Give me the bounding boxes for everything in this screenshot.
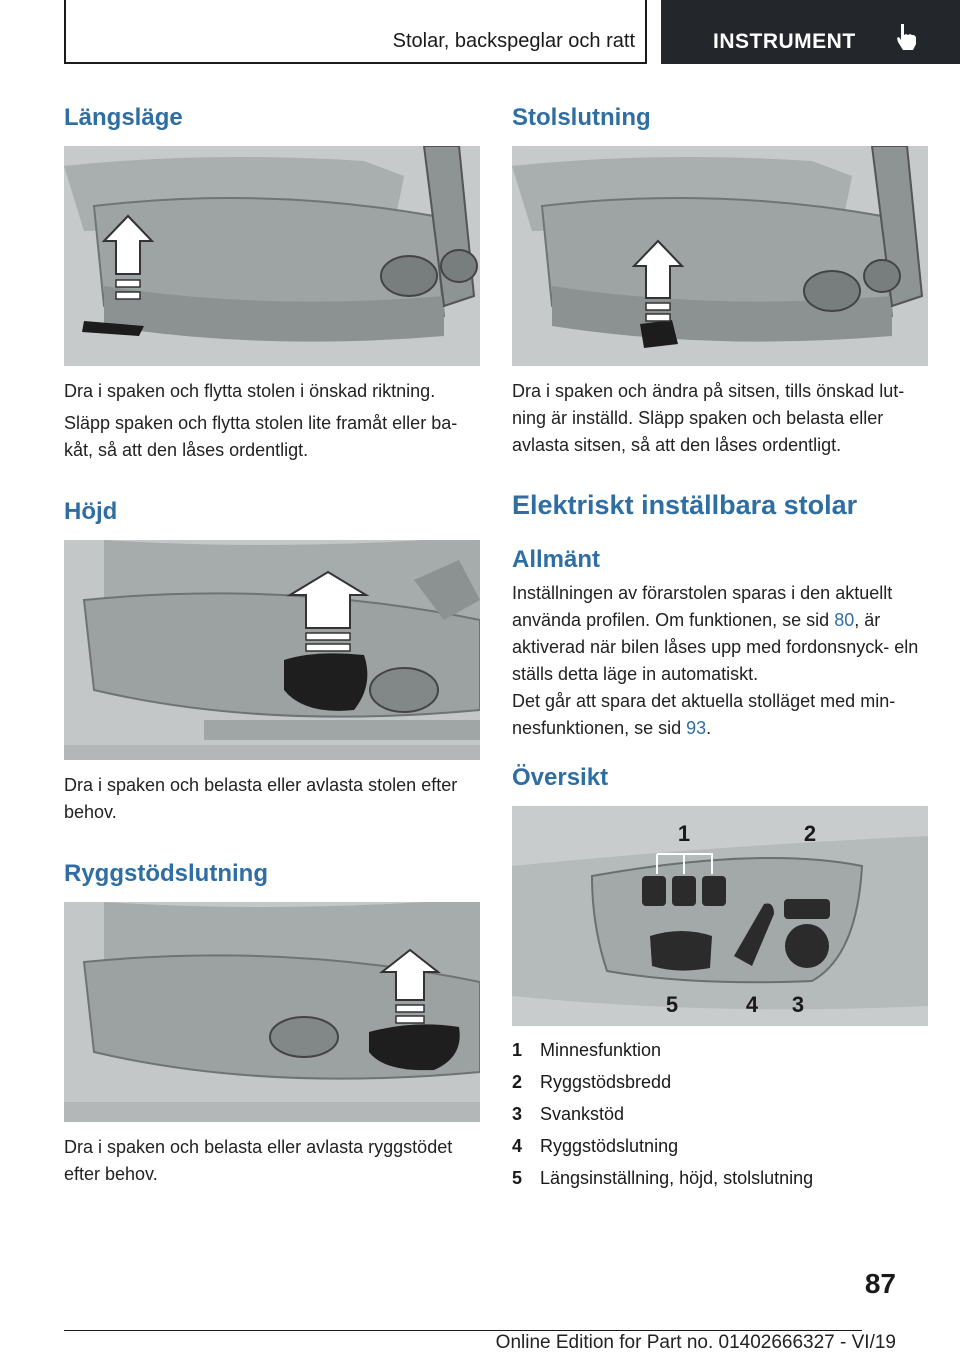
- callout-2: 2: [803, 821, 817, 846]
- paragraph-langslage-2: Släpp spaken och flytta stolen lite framåt eller ba‐ kåt, så att den låses ordentligt.: [64, 413, 458, 460]
- paragraph-hojd-1: Dra i spaken och belasta eller avlasta stolen efter behov.: [64, 775, 458, 822]
- section-title-allmant: Allmänt: [512, 546, 601, 573]
- overview-legend: [512, 1038, 928, 1198]
- header-chapter-title: INSTRUMENT: [713, 30, 856, 53]
- header-section-tab: [64, 0, 647, 64]
- header-section-title: Stolar, backspeglar och ratt: [392, 30, 635, 52]
- figure-seat-lengthwise: [64, 146, 480, 366]
- figure-seat-tilt: [512, 146, 928, 366]
- page-link-80[interactable]: 80: [834, 610, 855, 630]
- section-title-stolslutning: Stolslutning: [512, 104, 651, 131]
- section-title-langslage: Längsläge: [64, 104, 183, 131]
- section-title-hojd: Höjd: [64, 498, 118, 525]
- section-title-ryggstodslutning: Ryggstödslutning: [64, 860, 268, 887]
- legend-item: 4 Ryggstödslutning: [512, 1136, 679, 1156]
- section-title-oversikt: Översikt: [512, 764, 609, 791]
- callout-5: 5: [665, 992, 679, 1017]
- footer-edition: Online Edition for Part no. 01402666327 - VI/19: [495, 1332, 896, 1353]
- callout-3: 3: [791, 992, 805, 1017]
- page-link-93[interactable]: 93: [686, 718, 707, 738]
- page-number: 87: [864, 1268, 896, 1299]
- paragraph-langslage-1: Dra i spaken och flytta stolen i önskad riktning.: [64, 381, 436, 401]
- callout-4: 4: [745, 992, 759, 1017]
- figure-seat-height: [64, 540, 480, 760]
- paragraph-stolslutning-1: Dra i spaken och ändra på sitsen, tills önskad lut‐ ning är inställd. Släpp spaken och belasta eller avlasta sitsen, så att den låses ordentligt.: [512, 381, 905, 455]
- legend-item: 2 Ryggstödsbredd: [512, 1072, 672, 1092]
- paragraph-allmant-2: Det går att spara det aktuella stolläget med min‐ nesfunktionen, se sid 93.: [512, 691, 896, 738]
- figure-seat-controls-overview: [512, 806, 928, 1026]
- footer-divider: [64, 1330, 862, 1331]
- paragraph-ryggstodslutning-1: Dra i spaken och belasta eller avlasta ryggstödet efter behov.: [64, 1137, 453, 1184]
- pointing-hand-icon: [895, 22, 919, 52]
- header-chapter-tab: [661, 0, 960, 64]
- paragraph-allmant-1: Inställningen av förarstolen sparas i den aktuellt använda profilen. Om funktionen, se sid 80, är aktiverad när bilen låses upp med fordonsnyck‐ eln ställs detta läge in automatiskt.: [512, 583, 919, 684]
- figure-backrest-recline: [64, 902, 480, 1122]
- legend-item: 1 Minnesfunktion: [512, 1040, 662, 1060]
- callout-1: 1: [677, 821, 691, 846]
- chapter-title-elektriskt: Elektriskt inställbara stolar: [512, 490, 858, 520]
- legend-item: 3 Svankstöd: [512, 1104, 625, 1124]
- legend-item: 5 Längsinställning, höjd, stolslutning: [512, 1168, 814, 1188]
